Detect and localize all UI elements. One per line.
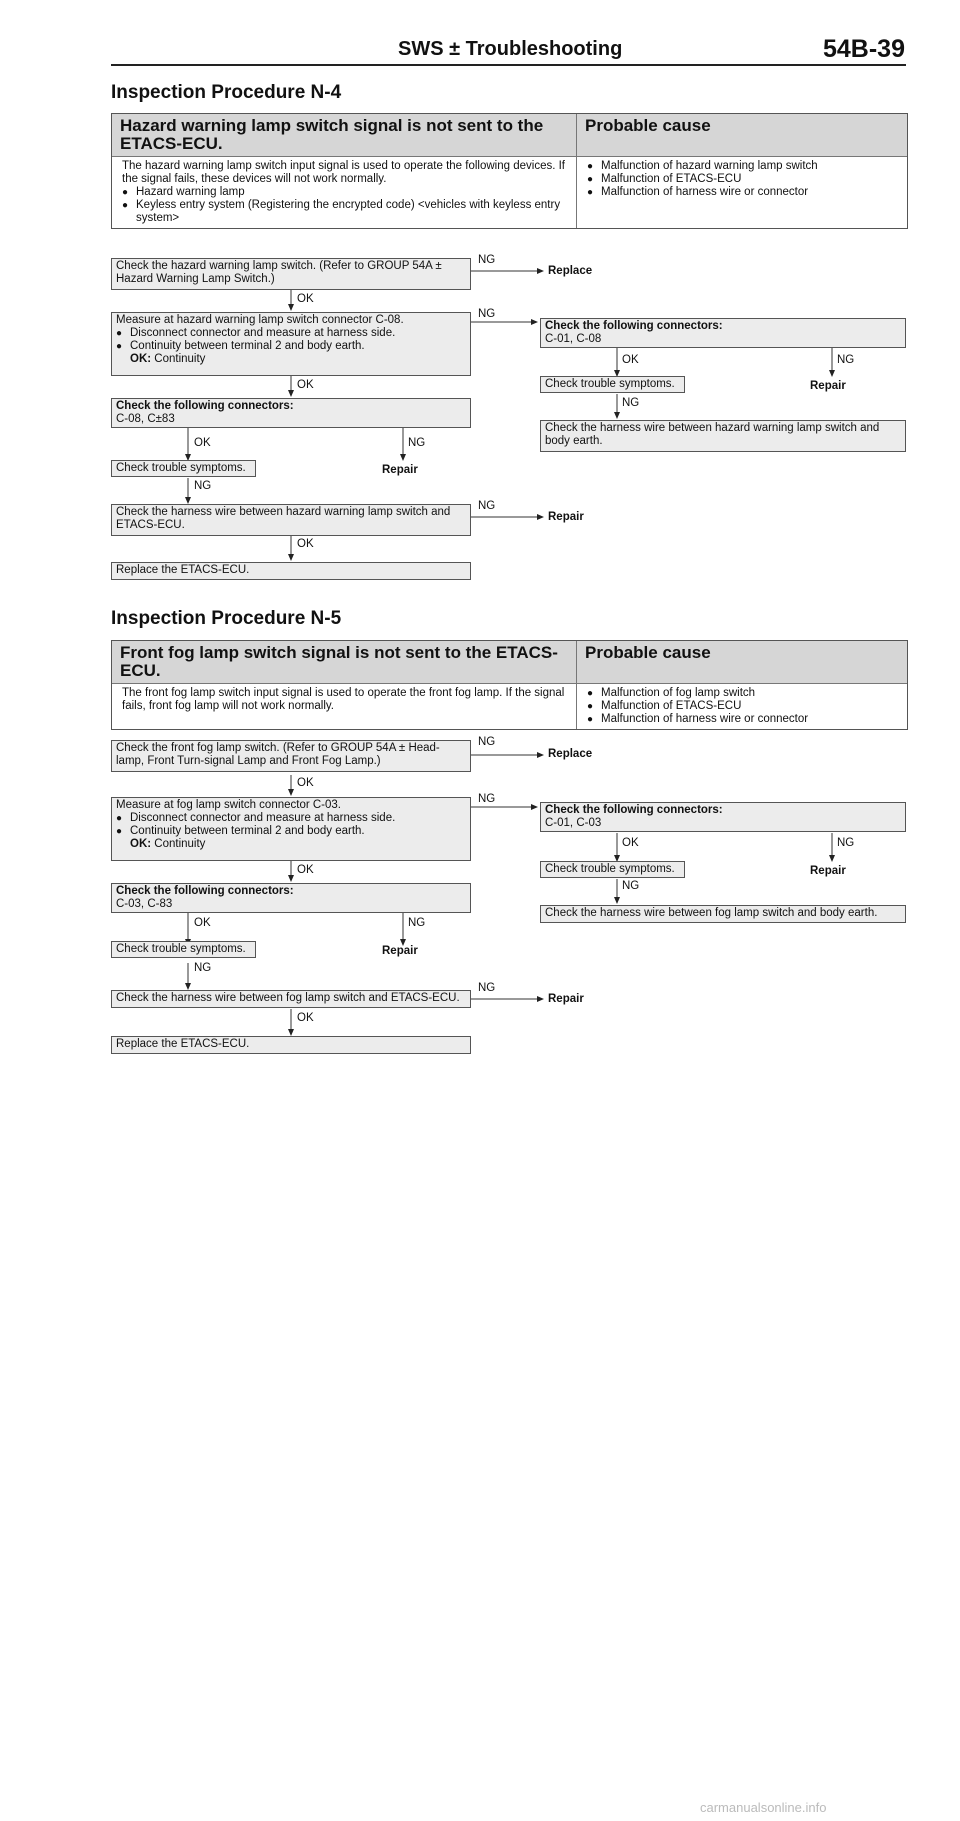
n4-right-repair: Repair <box>810 380 846 392</box>
n4-symptom-table <box>111 113 908 229</box>
n5-step5-repair: Repair <box>548 993 584 1005</box>
footer-watermark: carmanualsonline.info <box>700 1800 827 1815</box>
n5-step1-ok: OK <box>297 777 314 789</box>
n5-symptom-table <box>111 640 908 730</box>
header-title: SWS ± Troubleshooting <box>398 38 623 60</box>
n4-right-step1-box <box>540 318 906 348</box>
n4-right-ok: OK <box>622 354 639 366</box>
n4-step1-ok: OK <box>297 293 314 305</box>
n5-step4-ng: NG <box>194 962 212 974</box>
n5-step5-box: Check the harness wire between fog lamp switch and ETACS-ECU. <box>111 990 471 1008</box>
n4-step5-repair: Repair <box>548 511 584 523</box>
n5-step2-title: Measure at fog lamp switch connector C-03. <box>116 799 341 811</box>
n4-step2-box <box>111 312 471 376</box>
n4-right-step1-value: C-01, C-08 <box>545 333 602 345</box>
n5-step6-box: Replace the ETACS-ECU. <box>111 1036 471 1054</box>
n4-step5-ok: OK <box>297 538 314 550</box>
n4-step5-box: Check the harness wire between hazard warning lamp switch and ETACS-ECU. <box>111 504 471 536</box>
n5-right-repair: Repair <box>810 865 846 877</box>
n5-step3-repair: Repair <box>382 945 418 957</box>
n5-step2-ok-label: OK: <box>130 838 152 850</box>
n4-step2-ok: OK <box>297 379 314 391</box>
n4-step4-box: Check trouble symptoms. <box>111 460 256 477</box>
n5-right-step1-title: Check the following connectors: <box>545 804 723 816</box>
n4-causes <box>577 157 907 228</box>
n4-right-step3-box: Check the harness wire between hazard warning lamp switch and body earth. <box>540 420 906 452</box>
n5-step5-ok: OK <box>297 1012 314 1024</box>
n5-step2-ng: NG <box>478 793 496 805</box>
n5-right-step2-ng: NG <box>622 880 640 892</box>
n5-step3-value: C-03, C-83 <box>116 898 173 910</box>
n4-step3-ok: OK <box>194 437 211 449</box>
procedure-n5-title: Inspection Procedure N-5 <box>111 608 342 629</box>
n5-step2-item: ● Disconnect connector and measure at harness side. <box>116 812 466 825</box>
n5-step1-ng: NG <box>478 736 496 748</box>
n4-step2-item: ● Disconnect connector and measure at harness side. <box>116 327 466 340</box>
n5-replace: Replace <box>548 748 593 760</box>
n5-step1-box: Check the front fog lamp switch. (Refer to GROUP 54A ± Head-lamp, Front Turn-signal Lamp and Front Fog Lamp.) <box>111 740 471 772</box>
n4-step3-value: C-08, C±83 <box>116 413 175 425</box>
n5-step2-box <box>111 797 471 861</box>
n5-right-ng: NG <box>837 837 855 849</box>
n5-step2-ok-value: Continuity <box>154 838 206 850</box>
n5-symptom-heading: Front fog lamp switch signal is not sent to the ETACS-ECU. <box>112 641 577 683</box>
n4-desc-text: The hazard warning lamp switch input signal is used to operate the following devices. If the signal fails, these devices will not work normally. <box>122 160 565 185</box>
header-rule <box>111 64 906 66</box>
n5-step3-box <box>111 883 471 913</box>
n5-cause-item: ● Malfunction of fog lamp switch <box>587 687 897 700</box>
n4-cause-heading: Probable cause <box>585 116 711 135</box>
n4-right-step2-ng: NG <box>622 397 640 409</box>
n5-desc-text: The front fog lamp switch input signal is used to operate the front fog lamp. If the signal fails, front fog lamp will not work normally. <box>122 687 565 712</box>
n4-description <box>112 157 577 228</box>
n5-cause-heading: Probable cause <box>585 643 711 662</box>
n5-cause-item: ● Malfunction of ETACS-ECU <box>587 700 897 713</box>
n4-step2-ok-label: OK: <box>130 353 152 365</box>
n4-desc-item: ● Hazard warning lamp <box>122 186 566 199</box>
n5-right-ok: OK <box>622 837 639 849</box>
n5-step3-title: Check the following connectors: <box>116 885 294 897</box>
n4-right-step1-title: Check the following connectors: <box>545 320 723 332</box>
n5-step3-ng: NG <box>408 917 426 929</box>
page-number: 54B-39 <box>823 35 905 63</box>
n4-step2-ng: NG <box>478 308 496 320</box>
n4-step2-ok-value: Continuity <box>154 353 206 365</box>
n4-step1-box: Check the hazard warning lamp switch. (Refer to GROUP 54A ± Hazard Warning Lamp Switch.) <box>111 258 471 290</box>
n5-cause-item: ● Malfunction of harness wire or connector <box>587 713 897 726</box>
n4-step3-ng: NG <box>408 437 426 449</box>
n4-step3-box <box>111 398 471 428</box>
n4-right-ng: NG <box>837 354 855 366</box>
n4-replace: Replace <box>548 265 593 277</box>
n4-symptom-heading: Hazard warning lamp switch signal is not sent to the ETACS-ECU. <box>112 114 577 156</box>
n4-step6-box: Replace the ETACS-ECU. <box>111 562 471 580</box>
n4-step2-item: ● Continuity between terminal 2 and body earth. <box>116 340 466 353</box>
n4-right-step2-box: Check trouble symptoms. <box>540 376 685 393</box>
n5-step3-ok: OK <box>194 917 211 929</box>
n5-description <box>112 684 577 729</box>
n4-step3-title: Check the following connectors: <box>116 400 294 412</box>
n5-causes <box>577 684 907 729</box>
n5-right-step1-value: C-01, C-03 <box>545 817 602 829</box>
n4-step1-ng: NG <box>478 254 496 266</box>
n5-step5-ng: NG <box>478 982 496 994</box>
n4-cause-item: ● Malfunction of harness wire or connector <box>587 186 897 199</box>
n5-step4-box: Check trouble symptoms. <box>111 941 256 958</box>
procedure-n4-title: Inspection Procedure N-4 <box>111 82 342 103</box>
n4-cause-item: ● Malfunction of hazard warning lamp switch <box>587 160 897 173</box>
n5-right-step3-box: Check the harness wire between fog lamp switch and body earth. <box>540 905 906 923</box>
n5-step2-item: ● Continuity between terminal 2 and body earth. <box>116 825 466 838</box>
n5-right-step2-box: Check trouble symptoms. <box>540 861 685 878</box>
n5-right-step1-box <box>540 802 906 832</box>
n4-step5-ng: NG <box>478 500 496 512</box>
n4-step4-ng: NG <box>194 480 212 492</box>
n5-step2-ok: OK <box>297 864 314 876</box>
n4-step2-title: Measure at hazard warning lamp switch connector C-08. <box>116 314 404 326</box>
n4-step3-repair: Repair <box>382 464 418 476</box>
n4-cause-item: ● Malfunction of ETACS-ECU <box>587 173 897 186</box>
n4-desc-item: ● Keyless entry system (Registering the encrypted code) <vehicles with keyless entry system> <box>122 199 566 225</box>
